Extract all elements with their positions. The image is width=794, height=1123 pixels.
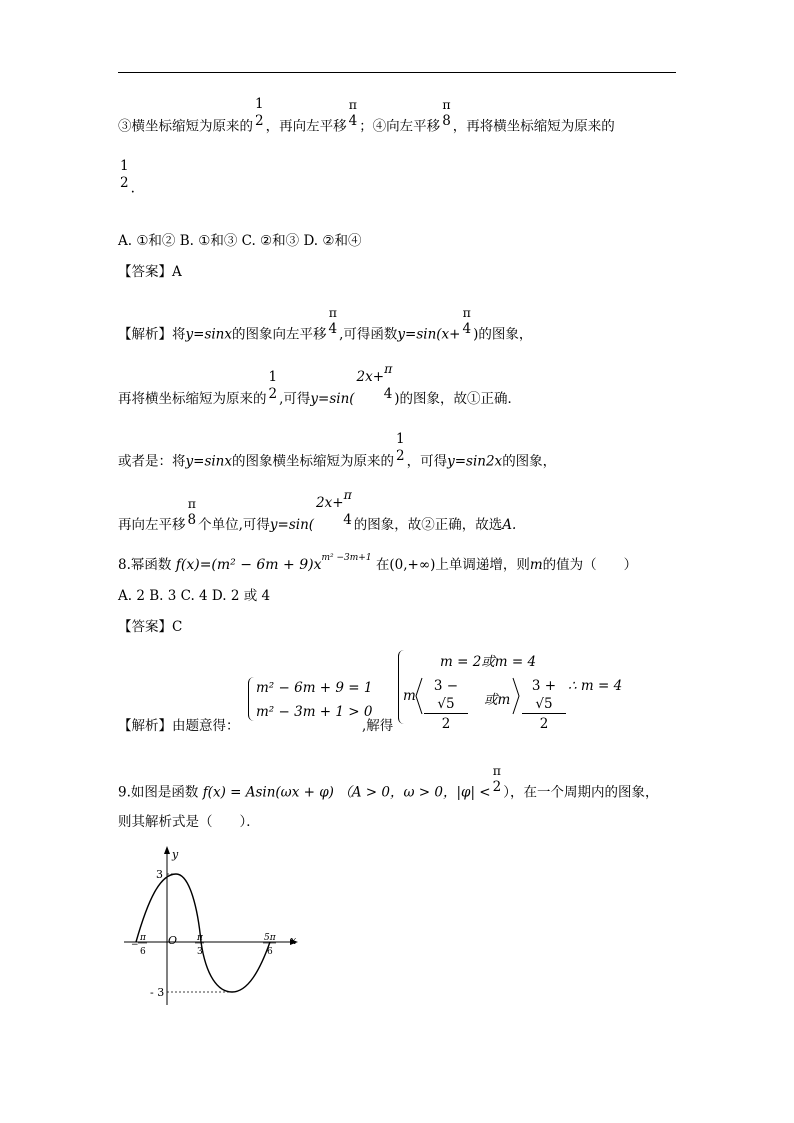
power-function-formula: f(x)=(m² − 6m + 9)x bbox=[175, 557, 322, 573]
q7-choices: A. ①和② B. ①和③ C. ②和③ D. ②和④ bbox=[118, 233, 362, 249]
q9-stem-line-2: 则其解析式是（ ）． bbox=[118, 814, 260, 830]
result-frac-2: 3 + √5 2 bbox=[522, 677, 566, 734]
fraction-half: 1 2 bbox=[120, 158, 129, 191]
text: ，再向左平移 bbox=[265, 118, 347, 135]
sine-curve bbox=[136, 874, 270, 992]
q7-option-line-1 bbox=[118, 96, 615, 144]
q8-answer: 【答案】C bbox=[118, 619, 183, 635]
y-min-label: - 3 bbox=[150, 986, 165, 999]
solve-text: ,解得 bbox=[362, 718, 394, 734]
equation-2: m² − 3m + 1 > 0 bbox=[256, 704, 373, 720]
result-brace bbox=[398, 650, 405, 724]
q7-solution-line-3: 或者是：将y=sinx的图象横坐标缩短为原来的 1 2 ，可得y=sin2x的图象， bbox=[118, 431, 557, 470]
fraction-pi-8: π 8 bbox=[187, 495, 197, 528]
result-line-1: m = 2或m = 4 bbox=[440, 654, 537, 670]
x-mid-den: 3 bbox=[197, 947, 203, 957]
y-max-label: 3 bbox=[156, 868, 163, 881]
y-axis-arrow-icon bbox=[164, 846, 170, 854]
angle-bracket-left bbox=[414, 676, 424, 716]
text: . bbox=[130, 180, 135, 197]
sine-graph bbox=[120, 840, 310, 1015]
x-axis-label: x bbox=[290, 934, 297, 947]
fraction-pi-2: π 2 bbox=[492, 763, 502, 795]
system-brace bbox=[248, 677, 255, 721]
interval: (0,+∞) bbox=[389, 557, 436, 573]
q9-stem-line-1: 9.如图是函数 f(x) = Asin(ωx + φ) （A > 0，ω > 0，|φ| < π 2 ），在一个周期内的图象， bbox=[118, 763, 659, 801]
angle-bracket-right bbox=[511, 676, 521, 716]
q7-option-line-2 bbox=[118, 158, 135, 206]
result-frac-1: 3 − √5 2 bbox=[424, 677, 468, 734]
fraction-half: 1 2 bbox=[255, 96, 264, 129]
header-rule bbox=[118, 72, 676, 73]
x-right-den: 6 bbox=[267, 947, 273, 957]
x-left-sign: − bbox=[131, 940, 139, 950]
text: ；④向左平移 bbox=[359, 118, 441, 135]
fraction-pi-4: π 4 bbox=[462, 305, 472, 337]
fraction-pi-8: π 8 bbox=[442, 97, 451, 129]
fraction-pi-4: π 4 bbox=[348, 97, 358, 129]
text: ，再将横坐标缩短为原来的 bbox=[452, 118, 615, 135]
fraction-2x-pi-4: 2x+π 4 bbox=[316, 487, 352, 528]
sinusoid-formula: f(x) = Asin(ωx + φ) bbox=[202, 784, 334, 801]
result-m: m bbox=[403, 688, 416, 704]
q7-answer: 【答案】A bbox=[118, 264, 182, 280]
exponent: m² −3m+1 bbox=[321, 553, 372, 563]
fraction-pi-4: π 4 bbox=[328, 305, 338, 337]
result-or: 或m bbox=[484, 692, 511, 708]
fraction-half: 1 2 bbox=[268, 368, 278, 402]
q7-solution-line-4: 再向左平移 π 8 个单位,可得y=sin( 2x+π 4 的图象，故②正确，故选A. bbox=[118, 487, 517, 533]
y-axis-label: y bbox=[172, 848, 179, 861]
q8-solution-label: 【解析】由题意得： bbox=[118, 718, 240, 734]
fraction-half: 1 2 bbox=[396, 431, 405, 464]
origin-label: O bbox=[168, 934, 178, 947]
x-left-den: 6 bbox=[140, 947, 146, 957]
x-right-num: 5π bbox=[264, 933, 276, 943]
text: ③横坐标缩短为原来的 bbox=[118, 118, 253, 135]
fraction-2x-pi-4: 2x+π 4 bbox=[356, 361, 393, 402]
q7-solution-line-1: 【解析】将y=sinx的图象向左平移 π 4 ,可得函数y=sin(x+ π 4 )的图象， bbox=[118, 305, 533, 343]
x-left-num: π bbox=[140, 933, 146, 943]
q8-choices: A. 2 B. 3 C. 4 D. 2 或 4 bbox=[118, 588, 271, 604]
q7-solution-line-2: 再将横坐标缩短为原来的 1 2 ,可得y=sin( 2x+π 4 )的图象，故①正确． bbox=[118, 361, 522, 407]
x-mid-num: π bbox=[197, 933, 203, 943]
q8-stem: 8.幂函数 $f(x)=(m^2 - 6m + 9)x^{m^2 -3m+1}$ 在(0,+∞)上单调递增，则m的值为（ ） bbox=[118, 553, 638, 573]
result-conclusion: ∴ m = 4 bbox=[568, 678, 623, 694]
equation-1: m² − 6m + 9 = 1 bbox=[256, 680, 373, 696]
